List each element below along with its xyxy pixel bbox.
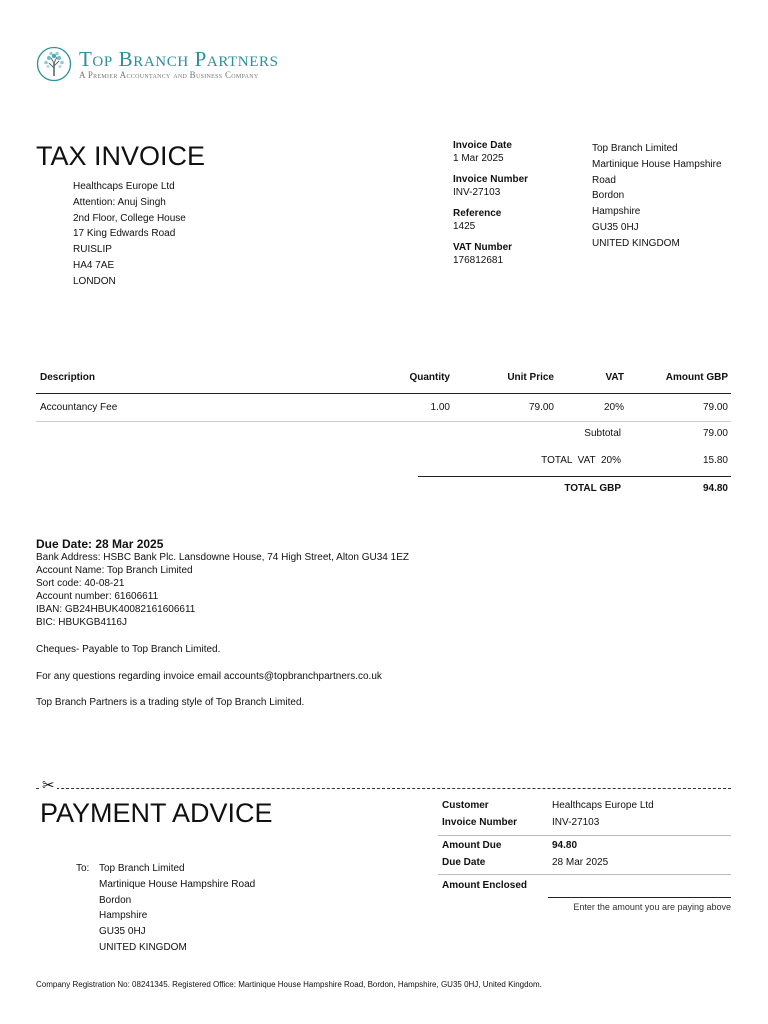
invoice-date-label: Invoice Date bbox=[453, 140, 512, 151]
item-unit-price: 79.00 bbox=[528, 402, 554, 413]
brand-tagline: A Premier Accountancy and Business Company bbox=[79, 70, 259, 80]
invoice-title: TAX INVOICE bbox=[36, 141, 206, 171]
vat-total-value: 15.80 bbox=[702, 455, 728, 466]
address-line: Martinique House Hampshire bbox=[592, 158, 722, 170]
supplier-address bbox=[592, 141, 722, 252]
vat-total-row bbox=[418, 449, 731, 476]
bank-line: Account Name: Top Branch Limited bbox=[36, 564, 193, 576]
invoice-number-row bbox=[438, 815, 731, 832]
separator bbox=[438, 835, 731, 871]
grand-total-value: 94.80 bbox=[702, 483, 728, 494]
address-line: Bordon bbox=[99, 894, 132, 906]
address-line: Healthcaps Europe Ltd bbox=[73, 181, 175, 192]
due-date-label: Due Date bbox=[442, 856, 486, 868]
invoice-number-value: INV-27103 bbox=[552, 816, 600, 828]
vat-number: 176812681 bbox=[453, 255, 504, 266]
reference-label: Reference bbox=[453, 208, 502, 219]
address-line: UNITED KINGDOM bbox=[99, 941, 187, 953]
vat-number-label: VAT Number bbox=[453, 242, 513, 253]
address-line: 17 King Edwards Road bbox=[73, 228, 176, 240]
bank-details bbox=[36, 552, 409, 629]
amount-enclosed-hint: Enter the amount you are paying above bbox=[573, 902, 731, 912]
trading-note: Top Branch Partners is a trading style of Top Branch Limited. bbox=[36, 697, 305, 708]
table-header bbox=[36, 370, 731, 394]
address-line: HA4 7AE bbox=[73, 259, 115, 271]
bank-line: BIC: HBUKGB4116J bbox=[36, 616, 127, 628]
invoice-number-label: Invoice Number bbox=[453, 174, 529, 185]
due-date-row bbox=[438, 855, 731, 872]
cheques-note: Cheques- Payable to Top Branch Limited. bbox=[36, 644, 221, 655]
item-vat: 20% bbox=[603, 402, 624, 413]
bank-line: Account number: 61606611 bbox=[36, 590, 159, 602]
brand-name: Top Branch Partners bbox=[79, 47, 279, 71]
address-line: UNITED KINGDOM bbox=[592, 237, 680, 249]
invoice-number-label: Invoice Number bbox=[442, 816, 518, 828]
item-amount: 79.00 bbox=[702, 402, 728, 413]
tree-icon bbox=[36, 46, 72, 82]
amount-enclosed-field[interactable] bbox=[548, 897, 731, 898]
invoice-date: 1 Mar 2025 bbox=[453, 153, 504, 164]
payment-advice-title: PAYMENT ADVICE bbox=[40, 798, 273, 828]
bank-line: IBAN: GB24HBUK40082161606611 bbox=[36, 603, 196, 615]
subtotal-label: Subtotal bbox=[584, 428, 621, 439]
bill-to-address bbox=[73, 179, 186, 290]
address-line: Martinique House Hampshire Road bbox=[99, 878, 256, 890]
bank-line: Sort code: 40-08-21 bbox=[36, 577, 125, 589]
amount-due-row bbox=[438, 838, 731, 855]
address-line: Hampshire bbox=[99, 910, 148, 922]
payment-advice-summary bbox=[438, 798, 731, 912]
table-row bbox=[36, 394, 731, 422]
subtotal-row bbox=[418, 422, 731, 449]
subtotal-value: 79.00 bbox=[702, 428, 728, 439]
address-line: Bordon bbox=[592, 190, 625, 202]
to-label: To: bbox=[76, 863, 90, 874]
header-vat: VAT bbox=[605, 372, 624, 383]
address-line: Hampshire bbox=[592, 206, 641, 218]
header-unit-price: Unit Price bbox=[507, 372, 554, 383]
header-description: Description bbox=[40, 372, 96, 383]
customer-value: Healthcaps Europe Ltd bbox=[552, 800, 654, 811]
header-amount: Amount GBP bbox=[665, 372, 728, 383]
address-line: Top Branch Limited bbox=[592, 143, 678, 154]
vat-total-label: TOTAL VAT 20% bbox=[541, 455, 621, 466]
invoice-meta bbox=[453, 140, 583, 276]
address-line: LONDON bbox=[73, 275, 116, 287]
invoice-number: INV-27103 bbox=[453, 187, 501, 198]
scissors-icon: ✂ bbox=[42, 777, 55, 794]
address-line: GU35 0HJ bbox=[592, 221, 639, 233]
bank-line: Bank Address: HSBC Bank Plc. Lansdowne House, 74 High Street, Alton GU34 1EZ bbox=[36, 552, 409, 563]
item-quantity: 1.00 bbox=[430, 402, 450, 413]
customer-row bbox=[438, 798, 731, 815]
due-date: Due Date: 28 Mar 2025 bbox=[36, 537, 164, 551]
reference: 1425 bbox=[453, 221, 476, 232]
cut-line bbox=[36, 788, 731, 789]
address-line: GU35 0HJ bbox=[99, 926, 146, 938]
customer-label: Customer bbox=[442, 800, 489, 811]
address-line: Top Branch Limited bbox=[99, 863, 185, 874]
remit-to-address bbox=[99, 861, 255, 956]
amount-due-label: Amount Due bbox=[442, 840, 502, 851]
header-quantity: Quantity bbox=[409, 372, 450, 383]
company-footer: Company Registration No: 08241345. Registered Office: Martinique House Hampshire Road, Bordon, Hampshire, GU35 0HJ, United Kingdom. bbox=[36, 980, 542, 989]
grand-total-row bbox=[418, 476, 731, 503]
amount-due-value: 94.80 bbox=[552, 840, 578, 851]
address-line: Road bbox=[592, 174, 616, 186]
line-items-table bbox=[36, 370, 731, 503]
address-line: RUISLIP bbox=[73, 244, 112, 256]
due-date-value: 28 Mar 2025 bbox=[552, 856, 609, 868]
amount-enclosed-row bbox=[438, 874, 731, 898]
address-line: Attention: Anuj Singh bbox=[73, 196, 166, 208]
grand-total-label: TOTAL GBP bbox=[564, 483, 621, 494]
amount-enclosed-label: Amount Enclosed bbox=[442, 880, 528, 891]
address-line: 2nd Floor, College House bbox=[73, 212, 186, 224]
item-description: Accountancy Fee bbox=[40, 402, 118, 413]
questions-note: For any questions regarding invoice email accounts@topbranchpartners.co.uk bbox=[36, 671, 382, 682]
